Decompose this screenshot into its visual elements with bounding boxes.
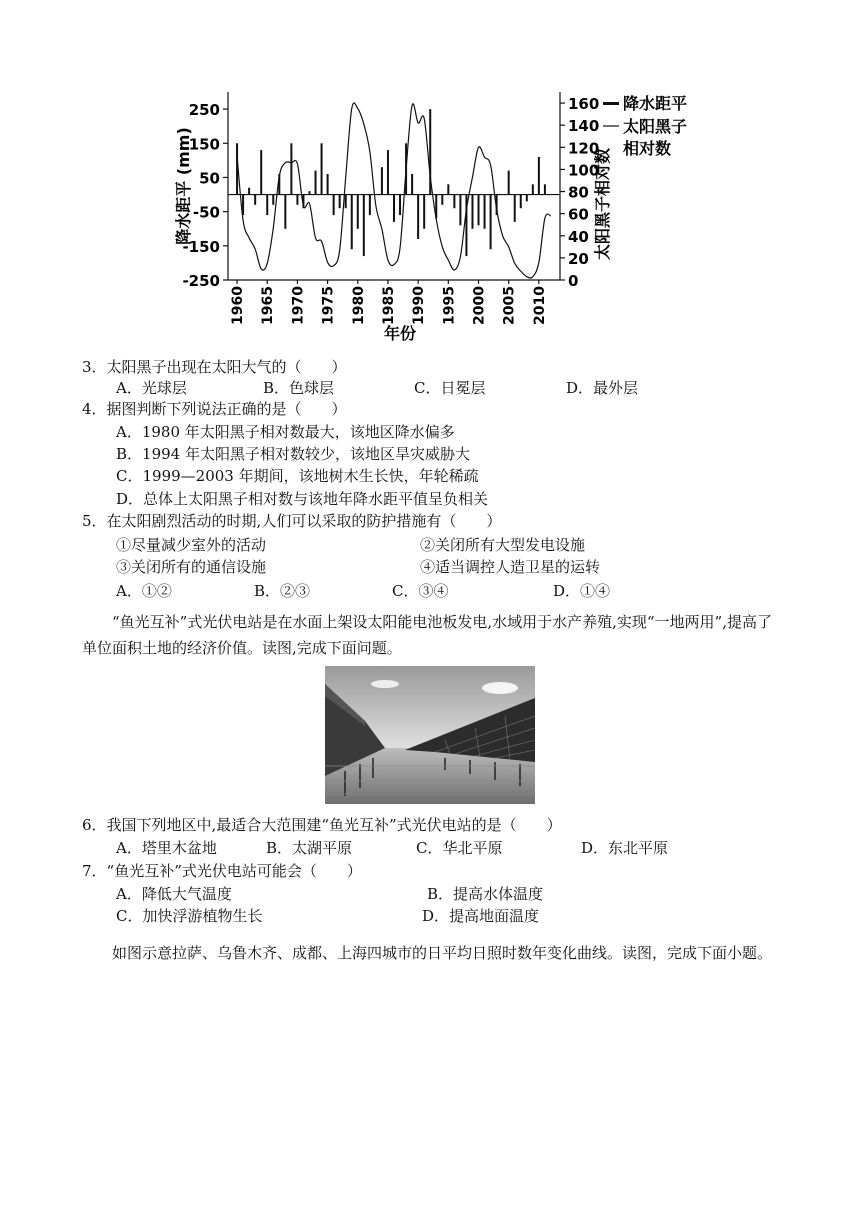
precipitation-bar	[411, 174, 413, 195]
precipitation-bar	[526, 195, 528, 202]
precipitation-bar	[399, 195, 401, 216]
solar-farm-photo	[325, 666, 535, 804]
left-tick-label: 250	[188, 101, 220, 120]
x-tick-label: 1965	[260, 286, 277, 325]
precipitation-bar	[357, 195, 359, 229]
precipitation-bar	[453, 195, 455, 209]
precipitation-bar	[339, 195, 341, 209]
precipitation-bar	[471, 195, 473, 229]
right-tick-label: 20	[568, 249, 589, 268]
left-tick-label: -50	[192, 203, 220, 222]
precipitation-bar	[272, 195, 274, 205]
q4-stem: 4．据图判断下列说法正确的是（ ）	[82, 400, 347, 418]
x-ticks	[230, 280, 548, 325]
right-tick-label: 120	[568, 139, 600, 158]
q6-option-c[interactable]: C．华北平原	[416, 839, 503, 857]
precipitation-bar	[538, 157, 540, 195]
precipitation-bar	[423, 195, 425, 229]
precipitation-bar	[484, 195, 486, 229]
x-tick-label: 2000	[471, 286, 488, 325]
right-tick-label: 60	[568, 205, 589, 224]
precipitation-bar	[514, 195, 516, 222]
precipitation-bar	[254, 195, 256, 205]
chart-svg	[160, 84, 720, 354]
q3-option-c[interactable]: C．日冕层	[414, 379, 486, 397]
q6-option-d[interactable]: D．东北平原	[581, 839, 669, 857]
precipitation-bar	[447, 184, 449, 194]
precipitation-bar	[441, 195, 443, 205]
precipitation-bar	[478, 195, 480, 226]
legend-line-label-2: 相对数	[623, 139, 672, 158]
left-tick-label: 50	[199, 169, 220, 188]
q5-item-1: ①尽量减少室外的活动	[116, 536, 267, 554]
q6-option-a[interactable]: A．塔里木盆地	[116, 839, 217, 857]
precipitation-sunspot-chart	[160, 84, 720, 354]
x-tick-label: 1960	[230, 286, 247, 325]
left-tick-label: -150	[182, 237, 220, 256]
q6-option-b[interactable]: B．太湖平原	[266, 839, 353, 857]
q5-option-c[interactable]: C．③④	[392, 582, 449, 600]
q5-option-b[interactable]: B．②③	[254, 582, 311, 600]
right-tick-label: 80	[568, 183, 589, 202]
precipitation-bar	[345, 195, 347, 209]
q6-stem: 6．我国下列地区中,最适合大范围建“鱼光互补”式光伏电站的是（ ）	[82, 816, 562, 834]
right-tick-label: 40	[568, 227, 589, 246]
precipitation-bar	[369, 195, 371, 216]
precipitation-bar	[508, 171, 510, 195]
left-axis-title: 降水距平 (mm)	[174, 127, 193, 245]
right-tick-label: 100	[568, 161, 600, 180]
right-axis-title: 太阳黑子相对数	[593, 147, 612, 261]
sunspot-line	[237, 103, 551, 278]
precipitation-bar	[296, 195, 298, 205]
right-tick-label: 140	[568, 117, 600, 136]
q3-option-b[interactable]: B．色球层	[263, 379, 335, 397]
q3-stem: 3．太阳黑子出现在太阳大气的（ ）	[82, 358, 347, 376]
precipitation-bar	[459, 195, 461, 226]
q5-item-2: ②关闭所有大型发电设施	[420, 536, 586, 554]
x-axis-title: 年份	[383, 324, 417, 343]
precipitation-bar	[381, 167, 383, 194]
q4-option-b[interactable]: B．1994 年太阳黑子相对数较少，该地区旱灾威胁大	[116, 445, 470, 463]
q3-option-d[interactable]: D．最外层	[566, 379, 639, 397]
precipitation-bar	[393, 195, 395, 222]
precipitation-bars	[236, 109, 546, 256]
q5-item-4: ④适当调控人造卫星的运转	[420, 558, 601, 576]
intro-fish-solar: “鱼光互补”式光伏电站是在水面上架设太阳能电池板发电,水域用于水产养殖,实现“一地两用”,提高了单位面积土地的经济价值。读图,完成下面问题。	[82, 613, 772, 657]
precipitation-bar	[327, 174, 329, 195]
precipitation-bar	[544, 184, 546, 194]
q4-option-c[interactable]: C．1999—2003 年期间，该地树木生长快，年轮稀疏	[116, 467, 479, 485]
x-tick-label: 1970	[290, 286, 307, 325]
q7-option-b[interactable]: B．提高水体温度	[427, 885, 544, 903]
q7-stem: 7．“鱼光互补”式光伏电站可能会（ ）	[82, 862, 362, 880]
x-tick-label: 1985	[380, 286, 397, 325]
precipitation-bar	[351, 195, 353, 250]
precipitation-bar	[248, 188, 250, 195]
q7-option-c[interactable]: C．加快浮游植物生长	[116, 907, 263, 925]
precipitation-bar	[363, 195, 365, 257]
x-tick-label: 1980	[350, 286, 367, 325]
q5-option-a[interactable]: A．①②	[116, 582, 172, 600]
chart-legend	[603, 94, 687, 158]
precipitation-bar	[490, 195, 492, 250]
x-tick-label: 1990	[411, 286, 428, 325]
q3-option-a[interactable]: A．光球层	[116, 379, 187, 397]
precipitation-bar	[532, 184, 534, 194]
precipitation-bar	[333, 195, 335, 216]
right-tick-label: 0	[568, 272, 579, 290]
legend-bar-swatch	[603, 102, 619, 105]
left-tick-label: 150	[188, 135, 220, 154]
x-tick-label: 1995	[441, 286, 458, 325]
precipitation-bar	[260, 150, 262, 194]
q4-option-d[interactable]: D．总体上太阳黑子相对数与该地年降水距平值呈负相关	[116, 490, 489, 508]
precipitation-bar	[387, 150, 389, 194]
precipitation-bar	[284, 195, 286, 229]
q5-item-3: ③关闭所有的通信设施	[116, 558, 267, 576]
x-tick-label: 2010	[531, 286, 548, 325]
precipitation-bar	[315, 171, 317, 195]
q7-option-a[interactable]: A．降低大气温度	[116, 885, 232, 903]
precipitation-bar	[266, 195, 268, 216]
legend-line-label-1: 太阳黑子	[623, 117, 688, 136]
left-tick-label: -250	[182, 272, 220, 290]
q7-option-d[interactable]: D．提高地面温度	[422, 907, 540, 925]
precipitation-bar	[417, 195, 419, 239]
x-tick-label: 1975	[320, 286, 337, 325]
right-tick-label: 160	[568, 95, 600, 114]
x-tick-label: 2005	[501, 286, 518, 325]
precipitation-bar	[321, 143, 323, 194]
legend-bar-label: 降水距平	[623, 94, 688, 113]
intro-sunshine: 如图示意拉萨、乌鲁木齐、成都、上海四城市的日平均日照时数年变化曲线。读图，完成下面小题。	[112, 944, 773, 962]
q5-stem: 5．在太阳剧烈活动的时期,人们可以采取的防护措施有（ ）	[82, 512, 502, 530]
q4-option-a[interactable]: A．1980 年太阳黑子相对数最大，该地区降水偏多	[116, 423, 455, 441]
precipitation-bar	[290, 143, 292, 194]
precipitation-bar	[520, 195, 522, 209]
q5-option-d[interactable]: D．①④	[553, 582, 611, 600]
